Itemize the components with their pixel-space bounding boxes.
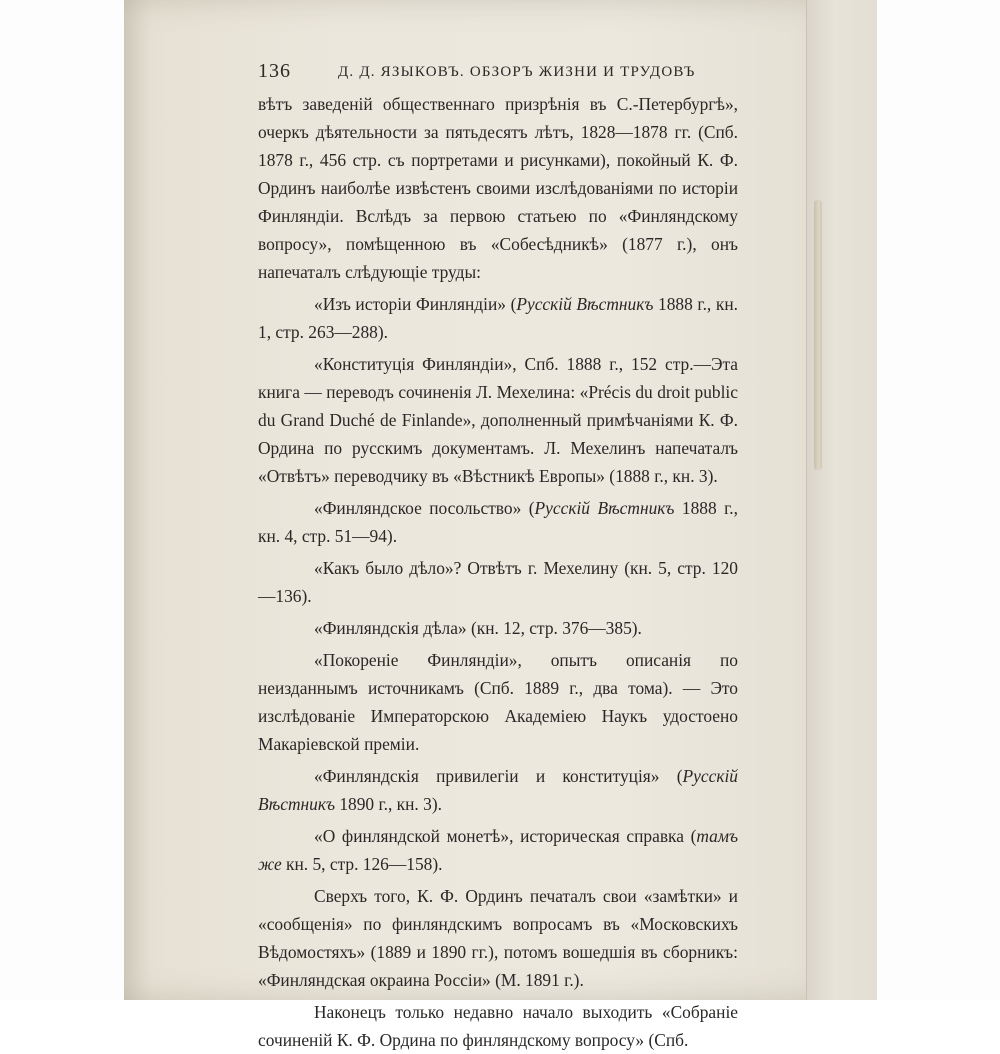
text-run: кн. 5, стр. 126—158). bbox=[281, 854, 443, 874]
text-run: «Конституція Финляндіи», Спб. 1888 г., 152 стр.—Эта книга — переводъ сочиненія Л. Мехелина: «Précis du droit public du Grand Duché de Finlande», дополненный примѣчаніями К. Ф. Ордина по русскимъ документамъ. Л. Мехелинъ напечаталъ «Отвѣтъ» переводчику въ «Вѣстникѣ Европы» (1888 г., кн. 3). bbox=[258, 354, 738, 486]
paragraph bbox=[258, 614, 738, 642]
text-run: 1890 г., кн. 3). bbox=[334, 794, 442, 814]
text-run: 1888 г., кн. 1, стр. 263—288). bbox=[258, 294, 738, 342]
text-run: «Какъ было дѣло»? Отвѣтъ г. Мехелину (кн. 5, стр. 120—136). bbox=[258, 558, 738, 606]
page-tear-mark bbox=[814, 200, 822, 470]
paragraph bbox=[258, 554, 738, 610]
paragraph bbox=[258, 822, 738, 878]
paragraph bbox=[258, 646, 738, 758]
text-run: «Финляндское посольство» ( bbox=[314, 498, 535, 518]
paragraph bbox=[258, 882, 738, 994]
paragraph bbox=[258, 90, 738, 286]
text-run: Сверхъ того, К. Ф. Ординъ печаталъ свои «замѣтки» и «сообщенія» по финляндскимъ вопросамъ въ «Московскихъ Вѣдомостяхъ» (1889 и 1890 гг.), потомъ вошедшія въ сборникъ: «Финляндская окраина Россіи» (М. 1891 г.). bbox=[258, 886, 738, 990]
paragraph bbox=[258, 350, 738, 490]
text-run: «Изъ исторіи Финляндіи» ( bbox=[314, 294, 517, 314]
running-title: Д. Д. ЯЗЫКОВЪ. ОБЗОРЪ ЖИЗНИ И ТРУДОВЪ bbox=[338, 64, 696, 80]
text-run: «Финляндскія дѣла» (кн. 12, стр. 376—385). bbox=[314, 618, 642, 638]
italic-text: тамъ же bbox=[258, 826, 738, 874]
paragraph bbox=[258, 762, 738, 818]
italic-text: Русскій Вѣстникъ bbox=[258, 766, 738, 814]
text-run: 1888 г., кн. 4, стр. 51—94). bbox=[258, 498, 739, 546]
page-number: 136 bbox=[258, 60, 291, 82]
text-run: Наконецъ только недавно начало выходить «Собраніе сочиненій К. Ф. Ордина по финляндскому вопросу» (Спб. bbox=[258, 1002, 738, 1050]
paragraph bbox=[258, 998, 738, 1054]
paragraph bbox=[258, 494, 738, 550]
italic-text: Русскій Вѣстникъ bbox=[534, 498, 675, 518]
adjacent-page-edge bbox=[806, 0, 877, 1000]
text-run: «О финляндской монетѣ», историческая справка ( bbox=[314, 826, 697, 846]
text-run: вѣтъ заведеній общественнаго призрѣнія въ С.-Петербургѣ», очеркъ дѣятельности за пятьдесятъ лѣтъ, 1828—1878 гг. (Спб. 1878 г., 456 стр. съ портретами и рисунками), покойный К. Ф. Ординъ наиболѣе извѣстенъ своими изслѣдованіями по исторіи Финляндіи. Вслѣдъ за первою статьею по «Финляндскому вопросу», помѣщенною въ «Собесѣдникѣ» (1877 г.), онъ напечаталъ слѣдующіе труды: bbox=[258, 94, 738, 282]
page-header bbox=[258, 58, 738, 88]
text-run: «Финляндскія привилегіи и конституція» ( bbox=[314, 766, 683, 786]
body-text bbox=[258, 90, 738, 1054]
text-run: «Покореніе Финляндіи», опытъ описанія по неизданнымъ источникамъ (Спб. 1889 г., два тома). — Это изслѣдованіе Императорскою Академіею Наукъ удостоено Макаріевской преміи. bbox=[258, 650, 738, 754]
italic-text: Русскій Вѣстникъ bbox=[516, 294, 654, 314]
paragraph bbox=[258, 290, 738, 346]
